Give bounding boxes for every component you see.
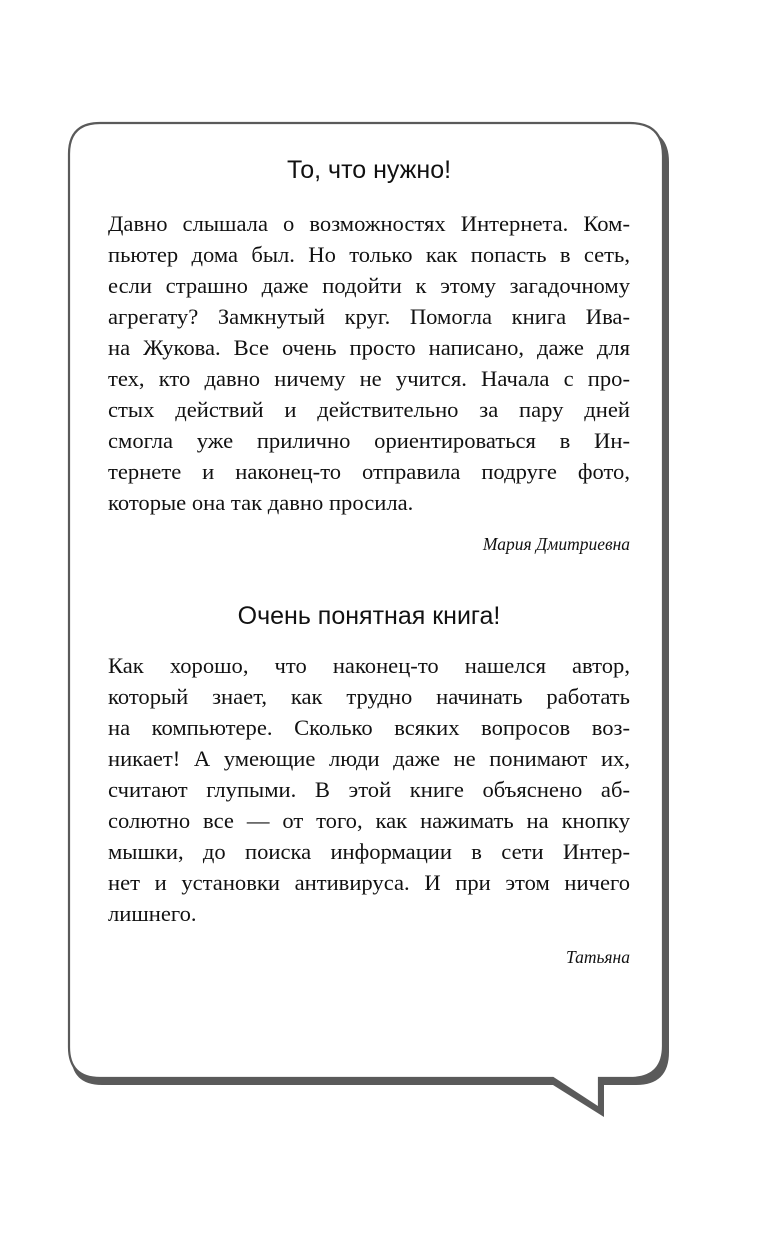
- review-body-line: тернете и наконец-то отправила подруге фото,: [108, 459, 630, 484]
- review-body-line: считают глупыми. В этой книге объяснено аб-: [108, 777, 630, 802]
- review-body-line: которые она так давно просила.: [108, 490, 414, 515]
- review-body-line: пьютер дома был. Но только как попасть в сеть,: [108, 242, 630, 267]
- review-body-line: нет и установки антивируса. И при этом ничего: [108, 870, 630, 895]
- review-title: Очень понятная книга!: [237, 602, 501, 630]
- review-title: То, что нужно!: [286, 156, 452, 184]
- review-author: Татьяна: [565, 947, 630, 967]
- review-body-line: на компьютере. Сколько всяких вопросов воз-: [108, 715, 630, 740]
- review-body: [108, 208, 630, 518]
- review-body-line: мышки, до поиска информации в сети Интер-: [108, 839, 630, 864]
- review-body-line: на Жукова. Все очень просто написано, даже для: [108, 335, 630, 360]
- review-body-line: солютно все — от того, как нажимать на кнопку: [108, 808, 630, 833]
- review-author: Мария Дмитриевна: [482, 534, 630, 554]
- review-body-line: агрегату? Замкнутый круг. Помогла книга Ива-: [108, 304, 630, 329]
- review-body-line: тех, кто давно ничему не учится. Начала с про-: [108, 366, 630, 391]
- review-body-line: который знает, как трудно начинать работать: [108, 684, 630, 709]
- review-body-line: Давно слышала о возможностях Интернета. Ком-: [108, 211, 630, 236]
- review-body-line: смогла уже прилично ориентироваться в Ин-: [108, 428, 630, 453]
- review-body-line: никает! А умеющие люди даже не понимают их,: [108, 746, 630, 771]
- review-body-line: если страшно даже подойти к этому загадочному: [108, 273, 630, 298]
- review-body: [108, 650, 630, 929]
- review-body-line: лишнего.: [108, 901, 197, 926]
- review-body-line: Как хорошо, что наконец-то нашелся автор,: [108, 653, 630, 678]
- review-body-line: стых действий и действительно за пару дней: [108, 397, 630, 422]
